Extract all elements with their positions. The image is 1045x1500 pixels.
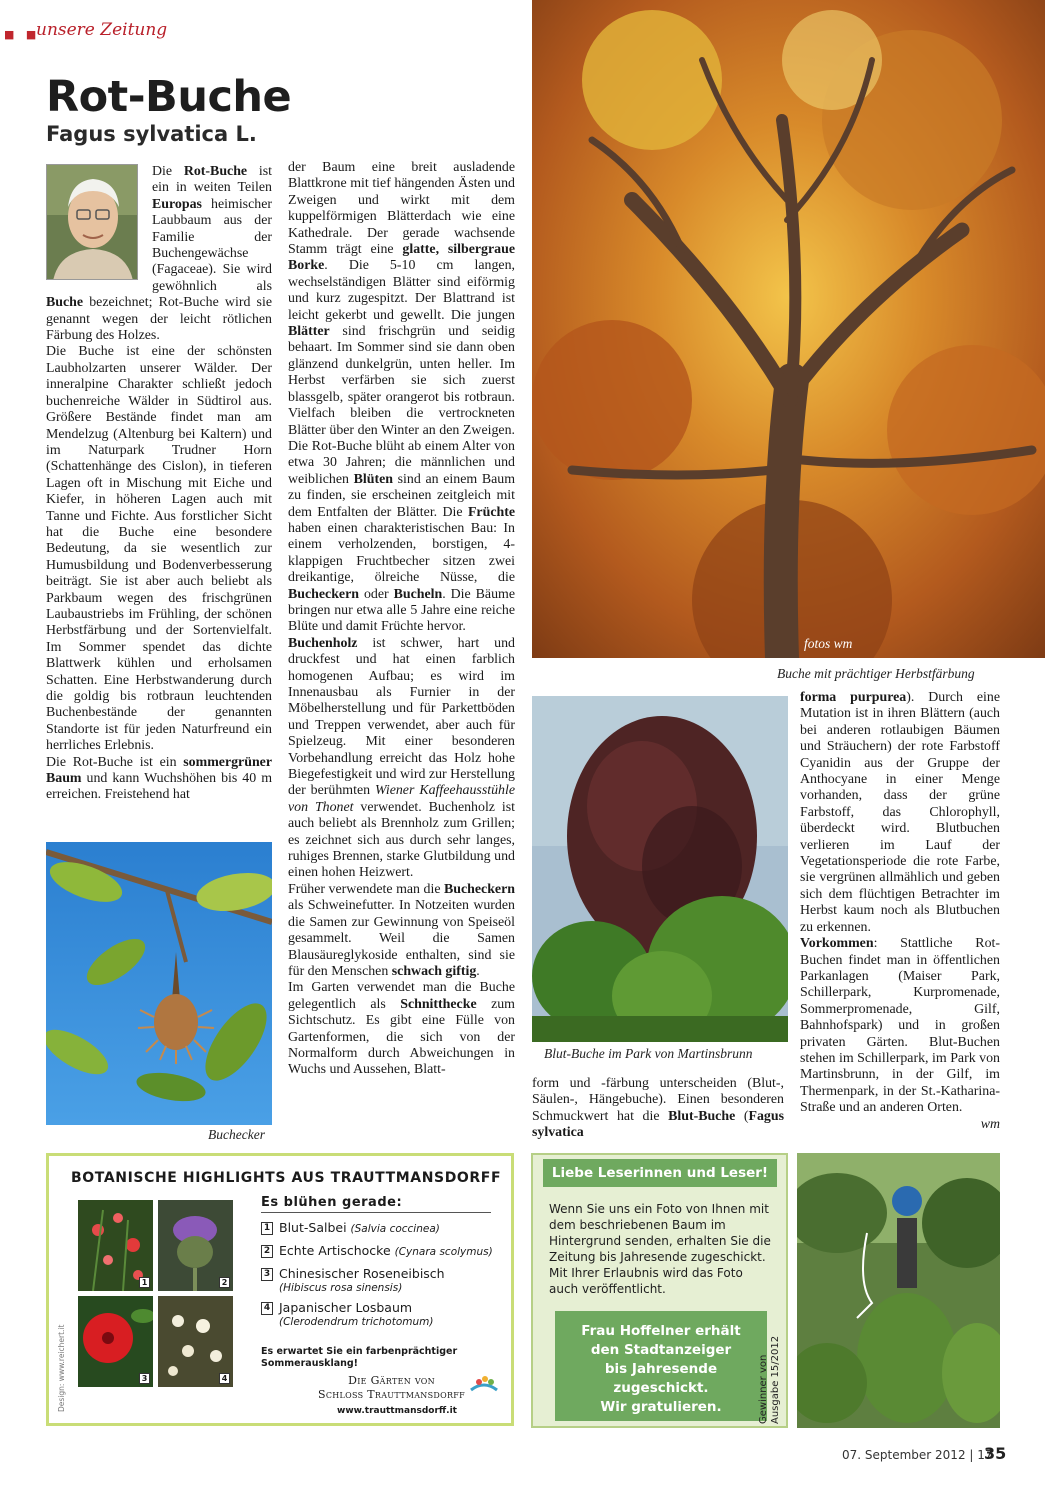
issue-date: 07. September 2012 | 17 bbox=[842, 1448, 993, 1462]
list-item bbox=[261, 1243, 501, 1258]
flower-number-4: 4 bbox=[219, 1373, 230, 1384]
winner-line: bis Jahresende bbox=[604, 1361, 718, 1377]
reader-box-heading: Liebe Leserinnen und Leser! bbox=[543, 1159, 777, 1187]
promo-divider bbox=[261, 1212, 491, 1213]
page-number: 35 bbox=[984, 1444, 1007, 1463]
winner-line: Frau Hoffelner erhält bbox=[581, 1323, 741, 1339]
article-column-1: Die Rot-Buche ist ein in weiten Teilen Europas heimischer Laubbaum aus der Familie der Buchengewächse (Fagaceae). Sie wird gewöhnlich als Buche bezeichnet; Rot-Buche wird sie genannt wegen der leicht rötlichen Färbung des Holzes. Die Buche ist eine der schönsten Laubholzarten unserer Wälder. Der inneralpine Charakter schließt jedoch buchenreiche Wälder in Südtirol aus. Größere Bestände findet man am Mendelzug (Altenburg bei Kaltern) und im Naturpark Trudner Horn (Schattenhänge des Cislon), in tieferen Lagen oft in Mischung mit Eiche und Kiefer, in höheren Lagen auch mit Tanne und Fichte. Aus forstlicher Sicht hat die Buche eine besondere Bedeutung, da sie wesentlich zur Humusbildung und Bodenverbesserung beiträgt. Sie ist aber auch beliebt als Parkbaum wegen des frischgrünen Laubaustriebs im Frühling, der schönen Herbstfärbung und der Sortenvielfalt. Im Sommer spendet das dichte Blattwerk kühlen und erholsamen Schatten. Eine Herbstwanderung durch die goldig bis rotbraun leuchtenden Buchenbestände der genannten Standorte ist für jeden Naturfreund ein herrliches Erlebnis. Die Rot-Buche ist ein sommergrüner Baum und kann Wuchshöhen bis 40 m erreichen. Freistehend hat bbox=[46, 164, 272, 803]
author-portrait-icon bbox=[47, 165, 138, 280]
article-subtitle: Fagus sylvatica L. bbox=[46, 122, 257, 146]
caption-autumn: Buche mit prächtiger Herbstfärbung bbox=[777, 666, 975, 681]
flower-latin: (Clerodendrum trichotomum) bbox=[279, 1316, 434, 1328]
flower-photo-4 bbox=[158, 1296, 233, 1387]
caption-beechnut: Buchecker bbox=[208, 1127, 265, 1142]
list-number: 4 bbox=[261, 1302, 273, 1315]
gardens-line-2: Schloss Trauttmansdorff bbox=[318, 1388, 465, 1401]
promo-design-credit: Design: www.reichert.it bbox=[57, 1324, 66, 1412]
newspaper-logo: unsere Zeitung bbox=[36, 20, 168, 40]
blood-beech-photo bbox=[532, 696, 788, 1042]
winner-line: den Stadtanzeiger bbox=[590, 1342, 732, 1358]
list-number: 3 bbox=[261, 1268, 273, 1281]
list-item bbox=[261, 1300, 501, 1315]
article-column-2: der Baum eine breit ausladende Blattkrone mit tief hängenden Ästen und Zweigen und wirkt mit dem kuppelförmigen Blätterdach wie eine Kathedrale. Der gerade wachsende Stamm trägt eine glatte, silbergraue Borke. Die 5-10 cm langen, wechselständigen Blätter sind eiförmig und kurz zugespitzt. Der Blattrand ist leicht gekerbt und gewellt. Die jungen Blätter sind frischgrün und seidig behaart. Im Sommer sind sie dann oben glänzend dunkelgrün, unten heller. Im Herbst verfärben sie sich zuerst blassgelb, später orangerot bis rotbraun. Vielfach bleiben die vertrockneten Blätter über den Winter an den Zweigen. Die Rot-Buche blüht ab einem Alter von etwa 30 Jahren; die männlichen und weiblichen Blüten sind an einem Baum zu finden, sie erscheinen zeitgleich mit dem Entfalten der Blätter. Die Früchte haben einen charakteristischen Bau: In einem verholzenden, borstigen, 4-klappigen Fruchtbecher sitzen zwei dreikantige, ölreiche Nüsse, die Bucheckern oder Bucheln. Die Bäume bringen nur etwa alle 5 Jahre eine reiche Blüte und damit Früchte hervor. Buchenholz ist schwer, hart und druckfest und hat einen farblich homogenen Aufbau; es wird im Innenausbau als Furnier in der Möbelherstellung und für Parkettböden und Treppen verwendet, aber auch für Spielzeug. Mit einer besonderen Vorbehandlung erreicht das Holz hohe Biegefestigkeit und wird zur Herstellung der berühmten Wiener Kaffeehausstühle von Thonet verwendet. Buchenholz ist auch beliebt als Brennholz zum Grillen; es zeichnet sich aus durch sehr langes, ruhiges Brennen, starke Glutbildung und einen hohen Heizwert. Früher verwendete man die Bucheckern als Schweinefutter. In Notzeiten wurden die Samen zur Gewinnung von Speiseöl gesammelt. Weil die Samen Blausäureglykoside enthalten, sind sie für den Menschen schwach giftig. Im Garten verwendet man die Buche gelegentlich als Schnitthecke zum Sichtschutz. Es gibt eine Fülle von Gartenformen, die sich von der Normalform durch Abweichungen in Wuchs und Aussehen, Blatt- bbox=[288, 160, 515, 1078]
flower-number-3: 3 bbox=[139, 1373, 150, 1384]
flower-latin: (Salvia coccinea) bbox=[350, 1223, 440, 1235]
promo-subtitle: Es blühen gerade: bbox=[261, 1195, 403, 1210]
author-photo bbox=[46, 164, 138, 280]
side-caption-line-1: Gewinner von bbox=[758, 1354, 769, 1424]
caption-photo-credit: fotos wm bbox=[804, 636, 853, 651]
trauttmansdorff-logo-icon bbox=[469, 1374, 499, 1396]
promo-title: BOTANISCHE HIGHLIGHTS AUS TRAUTTMANSDORFF bbox=[71, 1170, 502, 1186]
promo-gardens-name bbox=[299, 1374, 484, 1402]
list-number: 2 bbox=[261, 1245, 273, 1258]
flowering-list bbox=[261, 1220, 501, 1334]
list-item bbox=[261, 1266, 501, 1281]
winner-photo-caption bbox=[758, 1336, 782, 1424]
invite-line-1: Es erwartet Sie ein farbenprächtiger bbox=[261, 1346, 458, 1357]
autumn-tree-icon bbox=[532, 0, 1045, 658]
reader-box bbox=[531, 1153, 788, 1428]
flower-number-1: 1 bbox=[139, 1277, 150, 1288]
flower-name: Japanischer Losbaum bbox=[279, 1300, 413, 1315]
winner-line: zugeschickt. bbox=[613, 1380, 709, 1396]
flower-name: Blut-Salbei bbox=[279, 1220, 347, 1235]
beechnut-photo bbox=[46, 842, 272, 1125]
blood-beech-tree-icon bbox=[532, 696, 788, 1042]
flower-photo-3 bbox=[78, 1296, 153, 1387]
trauttmansdorff-promo-box bbox=[46, 1153, 514, 1426]
winner-garden-icon bbox=[797, 1153, 1000, 1428]
winner-line: Wir gratulieren. bbox=[600, 1399, 722, 1415]
flower-latin: (Cynara scolymus) bbox=[394, 1246, 493, 1258]
flower-name: Echte Artischocke bbox=[279, 1243, 391, 1258]
flower-latin: (Hibiscus rosa sinensis) bbox=[279, 1282, 403, 1294]
flower-name: Chinesischer Roseneibisch bbox=[279, 1266, 445, 1281]
flower-photo-2 bbox=[158, 1200, 233, 1291]
article-column-3a: form und -färbung unterscheiden (Blut-, Säulen-, Hängebuche). Einen besonderen Schmuckwert hat die Blut-Buche (Fagus sylvatica bbox=[532, 1076, 784, 1141]
list-number: 1 bbox=[261, 1222, 273, 1235]
article-title: Rot-Buche bbox=[46, 72, 292, 122]
list-item bbox=[261, 1220, 501, 1235]
side-caption-line-2: Ausgabe 15/2012 bbox=[770, 1335, 781, 1424]
promo-url[interactable]: www.trauttmansdorff.it bbox=[337, 1406, 457, 1416]
beechnut-icon bbox=[46, 842, 272, 1125]
flower-photo-1 bbox=[78, 1200, 153, 1291]
autumn-beech-photo bbox=[532, 0, 1045, 658]
gardens-line-1: Die Gärten von bbox=[348, 1374, 435, 1387]
winner-announcement bbox=[555, 1311, 767, 1421]
flower-number-2: 2 bbox=[219, 1277, 230, 1288]
article-column-3b: forma purpurea). Durch eine Mutation ist in ihren Blättern (auch bei anderen rotlaubigen Bäumen und Sträuchern) der rote Farbstoff Cyanidin aus der Gruppe der Anthocyane in einer Menge vorhanden, dass der grüne Farbstoff, das Chlorophyll, überdeckt wird. Blutbuchen verlieren im Lauf der Vegetationsperiode die rote Farbe, sie vergrünen allmählich und geben sich dem flüchtigen Betrachter im Herbst kaum noch als Blutbuchen zu erkennen. Vorkommen: Stattliche Rot-Buchen findet man in öffentlichen Parkanlagen (Maiser Park, Schillerpark, Kurpromenade, Sommerpromenade, Gilf, Bahnhofspark) und in großen privaten Gärten. Blut-Buchen stehen im Schillerpark, im Park von Martinsbrunn, in der Gilf, im Thermenpark, in der St.-Katharina-Straße und an anderen Orten. wm bbox=[800, 690, 1000, 1132]
caption-blood-beech: Blut-Buche im Park von Martinsbrunn bbox=[544, 1046, 753, 1061]
reader-box-body: Wenn Sie uns ein Foto von Ihnen mit dem beschriebenen Baum im Hintergrund senden, erhalten Sie die Zeitung bis Jahresende zugeschickt. Mit Ihrer Erlaubnis wird das Foto auch veröffentlicht. bbox=[549, 1202, 771, 1296]
header-squares: ■ ■ bbox=[4, 28, 41, 41]
promo-invite bbox=[261, 1346, 457, 1370]
invite-line-2: Sommerausklang! bbox=[261, 1358, 359, 1369]
winner-photo bbox=[797, 1153, 1000, 1428]
